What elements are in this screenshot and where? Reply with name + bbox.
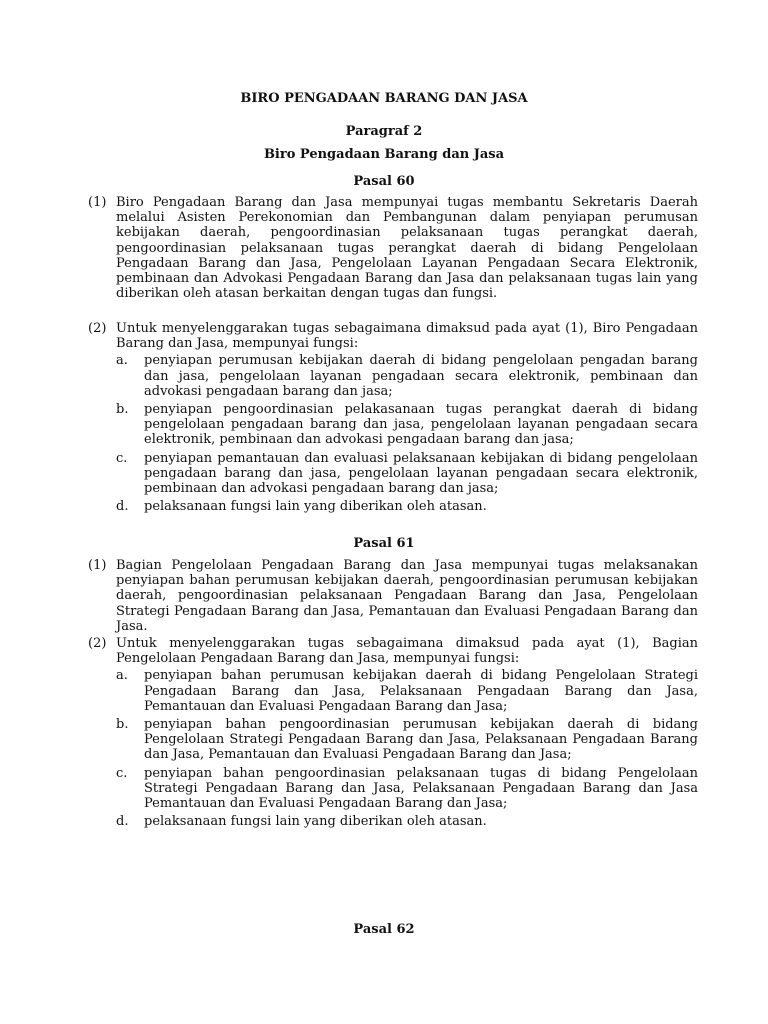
item-letter: c. — [116, 765, 128, 781]
pasal-60-ayat-1 — [88, 195, 698, 301]
ayat-number: (1) — [88, 195, 107, 210]
item-text: penyiapan bahan pengoordinasian perumusan kebijakan daerah di bidang Pengelolaan Strategi Pengadaan Barang dan Jasa, Pelaksanaan Pengadaan Barang dan Jasa, Pemantauan dan Evaluasi Pengadaan Barang dan Jasa; — [144, 717, 698, 763]
ayat-number: (2) — [88, 321, 107, 336]
ayat-number: (1) — [88, 558, 107, 573]
list-item — [116, 499, 698, 514]
item-letter: c. — [116, 450, 128, 466]
ayat-number: (2) — [88, 636, 107, 651]
pasal-60-heading: Pasal 60 — [353, 174, 415, 189]
item-text: penyiapan pemantauan dan evaluasi pelaksanaan kebijakan di bidang pengelolaan pengadaan barang dan jasa, pengelolaan layanan pengadaan secara elektronik, pembinaan dan advokasi pengadaan barang dan jasa; — [144, 450, 698, 497]
item-text: penyiapan bahan pengoordinasian pelaksanaan tugas di bidang Pengelolaan Strategi Pengadaan Barang dan Jasa, Pelaksanaan Pengadaan Barang dan Jasa Pemantauan dan Evaluasi Pengadaan Barang dan Jasa; — [144, 765, 698, 812]
ayat-text: Untuk menyelenggarakan tugas sebagaimana dimaksud pada ayat (1), Biro Pengadaan Barang dan Jasa, mempunyai fungsi: — [116, 321, 698, 352]
item-letter: a. — [116, 668, 128, 684]
ayat-text: Biro Pengadaan Barang dan Jasa mempunyai tugas membantu Sekretaris Daerah melalui Asisten Perekonomian dan Pembangunan dalam penyiapan perumusan kebijakan daerah, pengoordinasian pelaksanaan tugas perangkat daerah, pengoordinasian pelaksanaan tugas perangkat daerah di bidang Pengelolaan Pengadaan Barang dan Jasa, Pengelolaan Layanan Pengadaan Secara Elektronik, pembinaan dan Advokasi Pengadaan Barang dan Jasa dan pelaksanaan tugas lain yang diberikan oleh atasan berkaitan dengan tugas dan fungsi. — [116, 195, 698, 302]
pasal-61-heading: Pasal 61 — [353, 536, 415, 551]
pasal-62-heading: Pasal 62 — [353, 922, 415, 937]
item-letter: d. — [116, 499, 129, 515]
pasal-61-ayat-2 — [88, 636, 698, 829]
ayat-text: Untuk menyelenggarakan tugas sebagaimana dimaksud pada ayat (1), Bagian Pengelolaan Pengadaan Barang dan Jasa, mempunyai fungsi: — [116, 636, 698, 667]
item-letter: b. — [116, 402, 129, 418]
ayat-text: Bagian Pengelolaan Pengadaan Barang dan Jasa mempunyai tugas melaksanakan penyiapan bahan perumusan kebijakan daerah, pengoordinasian perumusan kebijakan daerah, pengoordinasian pelaksanaan Pengadaan Barang dan Jasa, Pengelolaan Strategi Pengadaan Barang dan Jasa, Pemantauan dan Evaluasi Pengadaan Barang dan Jasa. — [116, 558, 698, 634]
list-item — [116, 668, 698, 714]
list-item — [116, 402, 698, 448]
paragraph-label: Paragraf 2 — [345, 124, 423, 139]
item-text: pelaksanaan fungsi lain yang diberikan oleh atasan. — [144, 814, 487, 830]
list-item — [116, 766, 698, 812]
item-letter: d. — [116, 814, 129, 830]
list-item — [116, 451, 698, 497]
item-letter: b. — [116, 717, 129, 733]
list-item — [116, 353, 698, 399]
item-text: penyiapan bahan perumusan kebijakan daerah di bidang Pengelolaan Strategi Pengadaan Barang dan Jasa, Pelaksanaan Pengadaan Barang dan Jasa, Pemantauan dan Evaluasi Pengadaan Barang dan Jasa; — [144, 668, 698, 714]
document-title: BIRO PENGADAAN BARANG DAN JASA — [240, 91, 528, 106]
list-item — [116, 814, 698, 829]
item-text: penyiapan pengoordinasian pelakasanaan tugas perangkat daerah di bidang pengelolaan pengadaan barang dan jasa, pengelolaan layanan pengadaan secara elektronik, pembinaan dan advokasi pengadaan barang dan jasa; — [144, 402, 698, 448]
paragraph-subtitle: Biro Pengadaan Barang dan Jasa — [263, 147, 505, 162]
item-text: pelaksanaan fungsi lain yang diberikan oleh atasan. — [144, 499, 487, 515]
list-item — [116, 717, 698, 763]
pasal-60-ayat-2 — [88, 321, 698, 514]
item-text: penyiapan perumusan kebijakan daerah di bidang pengelolaan pengadan barang dan jasa, pengelolaan layanan pengadaan secara elektronik, pembinaan dan advokasi pengadaan barang dan jasa; — [144, 353, 698, 399]
item-letter: a. — [116, 353, 128, 369]
pasal-61-ayat-1 — [88, 558, 698, 634]
